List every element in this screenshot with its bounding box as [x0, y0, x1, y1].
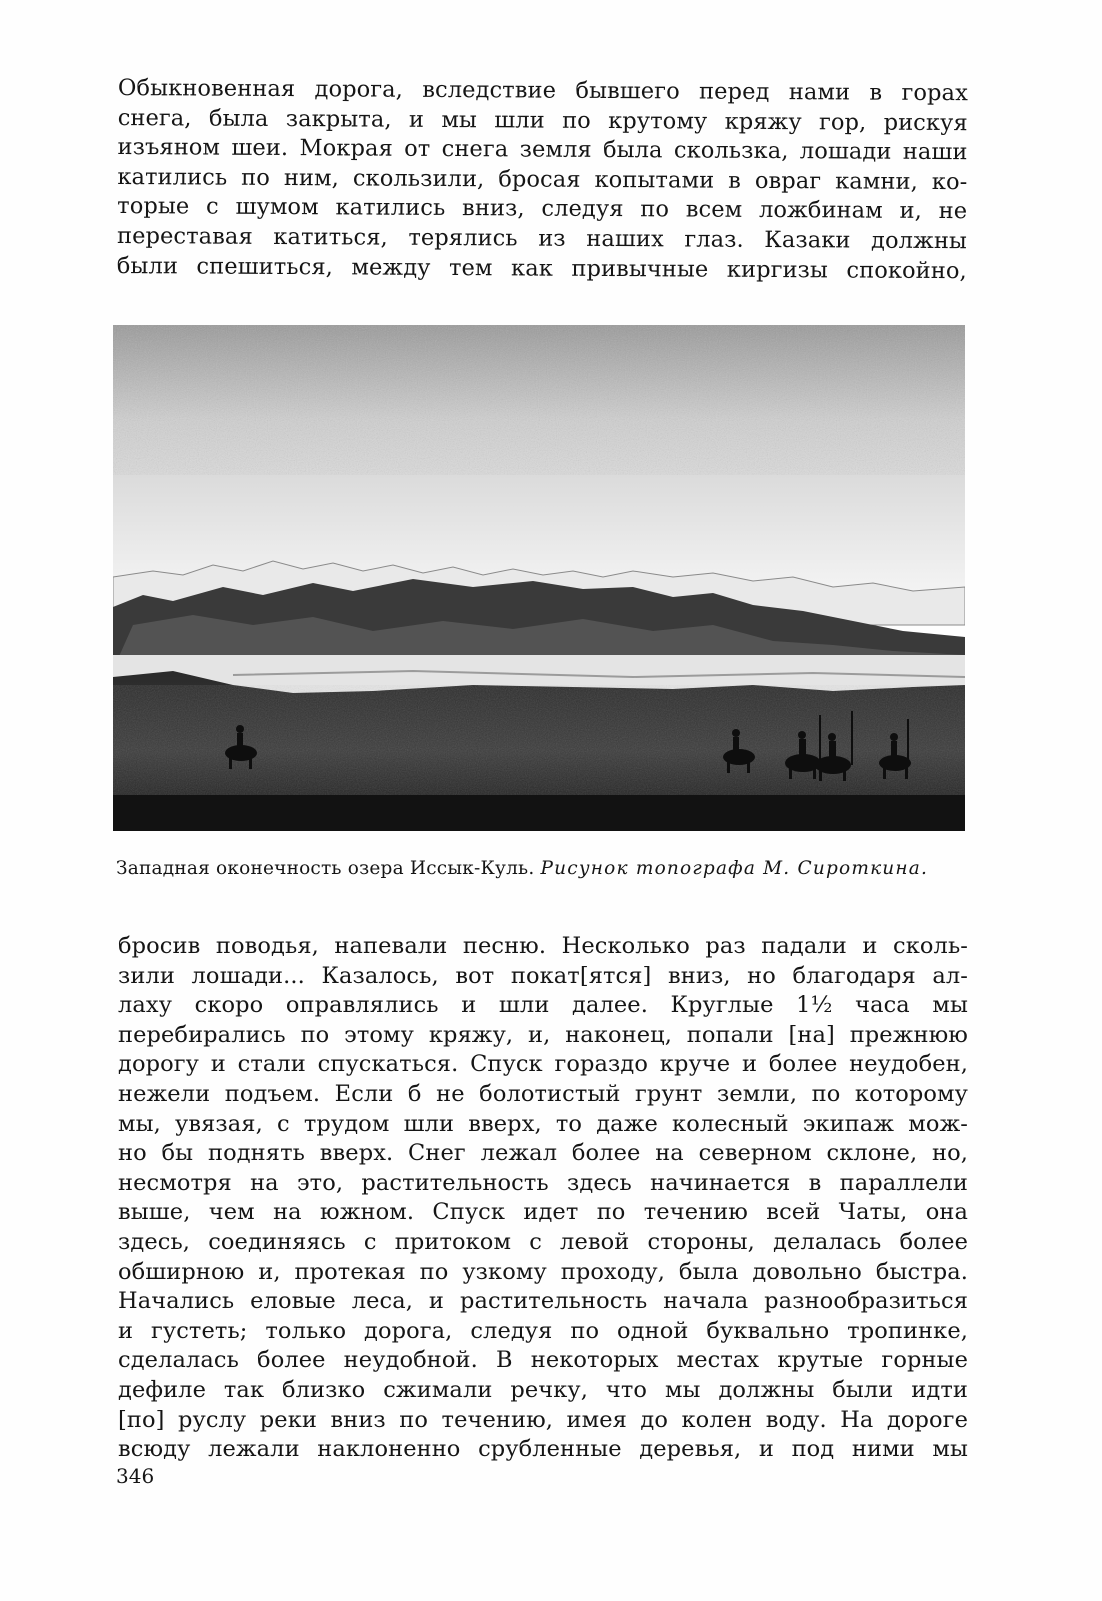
paragraph-top [117, 74, 968, 286]
text-line: здесь, соединяясь с притоком с левой стороны, делалась более [118, 1228, 968, 1255]
text-line: торые с шумом катились вниз, следуя по всем ложбинам и, не [117, 193, 968, 225]
text-line: переставая катиться, терялись из наших глаз. Казаки должны [116, 222, 968, 255]
landscape-drawing-icon [113, 325, 965, 831]
text-line: дорогу и стали спускаться. Спуск гораздо круче и более неудобен, [118, 1051, 968, 1078]
text-line: всюду лежали наклоненно срубленные деревья, и под ними мы [118, 1436, 968, 1463]
caption-credit: Рисунок топографа М. Сироткина. [540, 858, 929, 879]
text-line: были спешиться, между тем как привычные киргизы спокойно, [116, 252, 967, 284]
text-line: несмотря на это, растительность здесь начинается в параллели [118, 1169, 968, 1196]
text-line: дефиле так близко сжимали речку, что мы должны были идти [118, 1376, 968, 1403]
text-line: катились по ним, скользили, бросая копытами в овраг камни, ко- [117, 163, 968, 195]
paragraph-bottom [118, 932, 968, 1465]
text-line: лаху скоро оправлялись и шли далее. Круглые 1½ часа мы [118, 992, 968, 1019]
text-line: зили лошади... Казалось, вот покат[ятся] вниз, но благодаря ал- [118, 962, 968, 989]
text-line: сделалась более неудобной. В некоторых местах крутые горные [118, 1347, 968, 1374]
text-line: нежели подъем. Если б не болотистый грунт земли, по которому [118, 1080, 968, 1107]
page-number: 346 [116, 1464, 155, 1488]
text-line: выше, чем на южном. Спуск идет по течению всей Чаты, она [118, 1199, 968, 1226]
text-line: но бы поднять вверх. Снег лежал более на северном склоне, но, [118, 1140, 968, 1167]
text-line: Начались еловые леса, и растительность начала разнообразиться [118, 1288, 968, 1315]
figure-caption [116, 858, 976, 879]
text-line: мы, увязая, с трудом шли вверх, то даже колесный экипаж мож- [118, 1110, 968, 1137]
text-line: снега, была закрыта, и мы шли по крутому кряжу гор, рискуя [117, 104, 968, 136]
text-line: изъяном шеи. Мокрая от снега земля была скользка, лошади наши [117, 134, 968, 166]
text-line: бросив поводья, напевали песню. Несколько раз падали и сколь- [118, 933, 968, 959]
text-line: и густеть; только дорога, следуя по одной буквально тропинке, [118, 1317, 968, 1344]
text-line: [по] руслу реки вниз по течению, имея до колен воду. На дороге [118, 1406, 968, 1433]
text-line: перебирались по этому кряжу, и, наконец, попали [на] прежнюю [118, 1021, 968, 1048]
text-line: обширною и, протекая по узкому проходу, была довольно быстра. [118, 1258, 968, 1285]
caption-title: Западная оконечность озера Иссык-Куль. [116, 858, 535, 879]
text-line: Обыкновенная дорога, вследствие бывшего перед нами в горах [117, 74, 968, 107]
figure-lake-drawing [113, 325, 965, 831]
